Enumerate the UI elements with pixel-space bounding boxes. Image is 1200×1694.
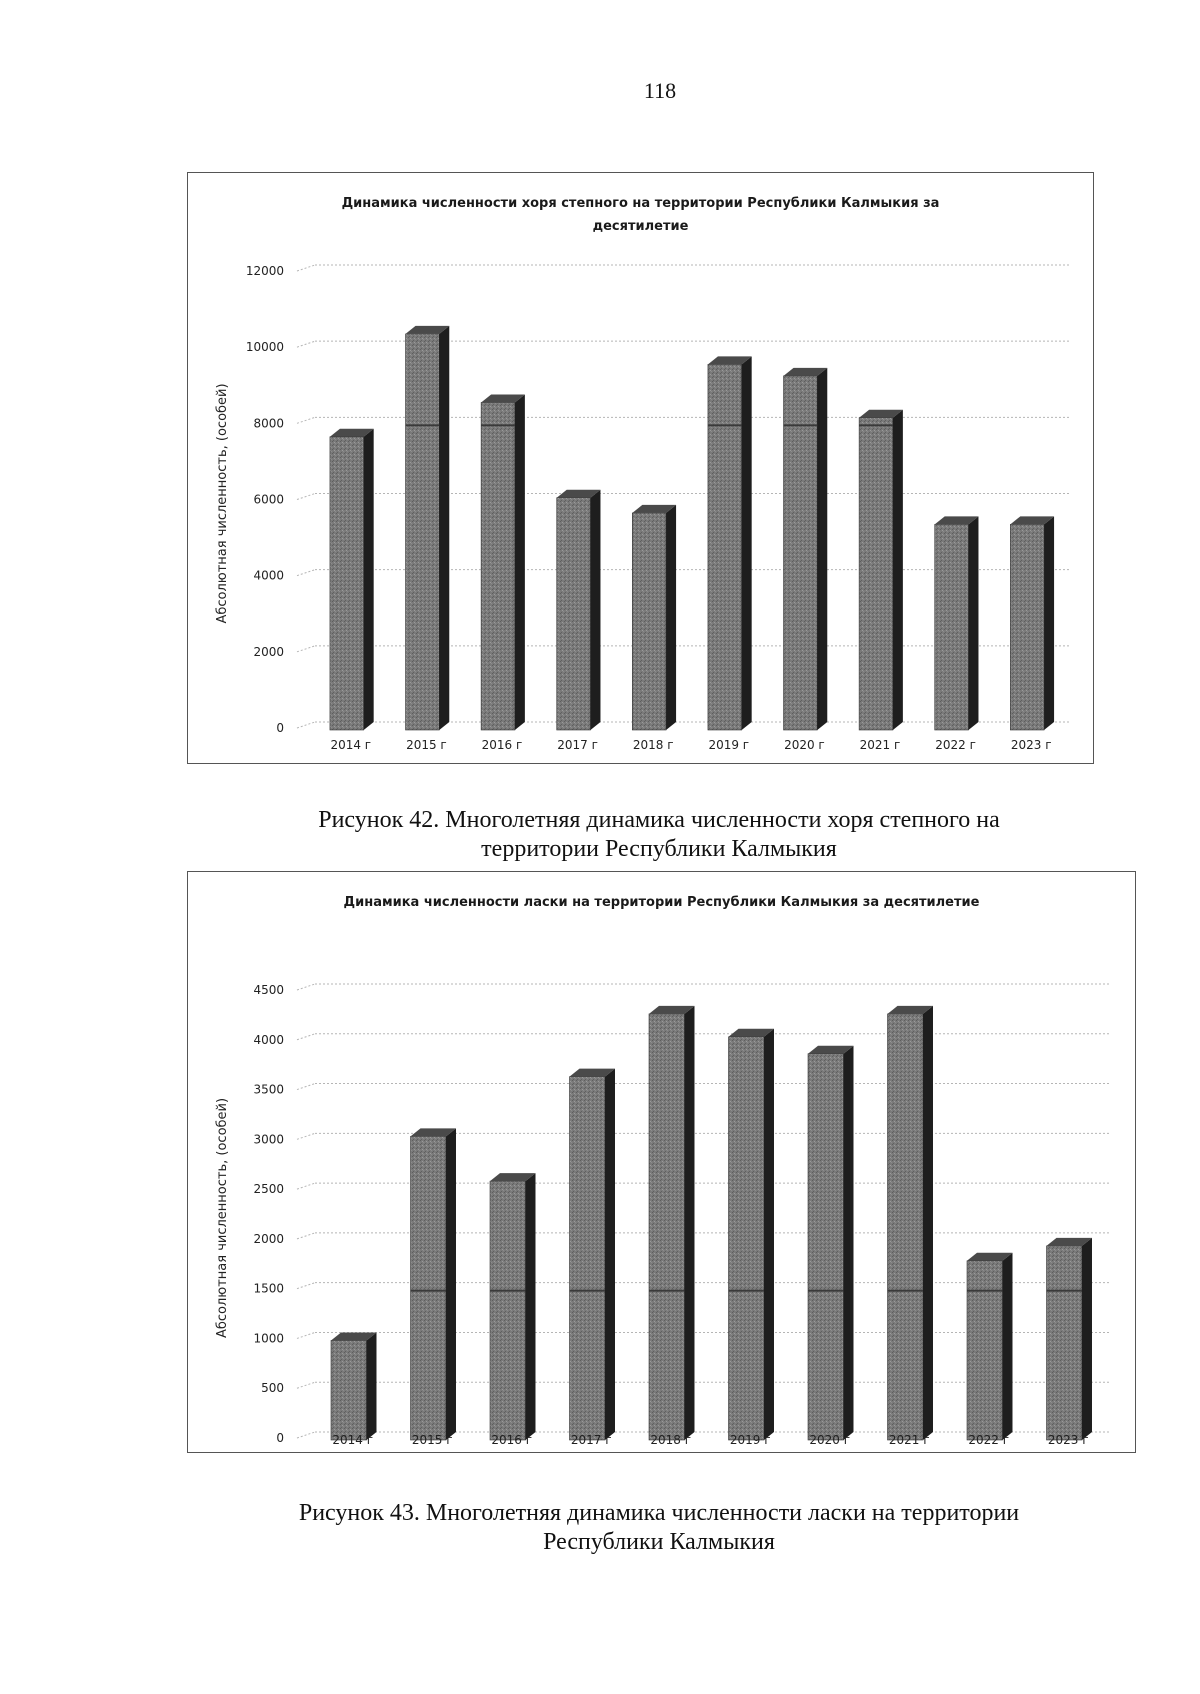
bar-side bbox=[439, 326, 449, 730]
bar-side bbox=[817, 368, 827, 730]
y-tick-label: 8000 bbox=[253, 416, 284, 431]
bar-side bbox=[764, 1029, 774, 1440]
y-tick-label: 4000 bbox=[253, 568, 284, 583]
figure-caption-42 bbox=[0, 806, 1200, 864]
x-tick-label: 2016 г bbox=[481, 738, 523, 752]
bar-front bbox=[649, 1014, 684, 1440]
y-tick-label: 2000 bbox=[253, 644, 284, 659]
gridline-perspective bbox=[297, 1133, 315, 1139]
bar-front bbox=[729, 1037, 764, 1440]
bar-front bbox=[967, 1261, 1002, 1440]
y-tick-label: 500 bbox=[261, 1381, 284, 1396]
gridline-perspective bbox=[297, 1034, 315, 1040]
y-tick-label: 10000 bbox=[245, 340, 284, 355]
x-tick-label: 2022 г bbox=[935, 738, 976, 752]
y-tick-label: 4000 bbox=[253, 1032, 284, 1047]
bar-front bbox=[784, 376, 818, 730]
y-tick-label: 2000 bbox=[253, 1231, 284, 1246]
gridline-perspective bbox=[297, 722, 315, 728]
x-tick-label: 2019 г bbox=[708, 738, 750, 752]
bar-side bbox=[923, 1006, 933, 1440]
bar bbox=[649, 1006, 694, 1440]
bar bbox=[411, 1128, 456, 1440]
chart-title-line: Динамика численности ласки на территории Республики Калмыкия за десятилетие bbox=[343, 895, 980, 910]
bar-side bbox=[684, 1006, 694, 1440]
y-axis-title: Абсолютная численность, (особей) bbox=[215, 383, 230, 624]
bar-side bbox=[893, 410, 903, 730]
bar-side bbox=[590, 490, 600, 730]
bar bbox=[1047, 1238, 1092, 1440]
y-tick-label: 4500 bbox=[253, 983, 284, 997]
bar-front bbox=[708, 364, 742, 730]
bar-side bbox=[742, 356, 752, 730]
x-tick-label: 2022 г bbox=[968, 1433, 1010, 1447]
bar-side bbox=[525, 1173, 535, 1440]
bar bbox=[708, 356, 752, 730]
gridline-perspective bbox=[297, 1332, 315, 1338]
x-tick-label: 2017 г bbox=[557, 738, 598, 752]
bar-side bbox=[1044, 516, 1054, 730]
x-tick-label: 2020 г bbox=[784, 738, 825, 752]
bar-front bbox=[411, 1136, 446, 1440]
caption-42-line-1: Рисунок 42. Многолетняя динамика численности хоря степного на bbox=[318, 807, 1000, 833]
bar-side bbox=[446, 1128, 456, 1440]
x-tick-label: 2019 г bbox=[729, 1433, 771, 1447]
bar-side bbox=[605, 1069, 615, 1440]
bar-front bbox=[330, 437, 364, 730]
y-tick-label: 0 bbox=[276, 721, 284, 735]
gridline-perspective bbox=[297, 1084, 315, 1090]
x-tick-label: 2021 г bbox=[859, 738, 901, 752]
bar bbox=[570, 1069, 615, 1440]
page-number: 118 bbox=[643, 78, 677, 103]
bar-side bbox=[1002, 1253, 1012, 1440]
x-tick-label: 2015 г bbox=[406, 738, 447, 752]
x-tick-label: 2018 г bbox=[632, 738, 674, 752]
x-tick-label: 2023 г bbox=[1010, 738, 1052, 752]
bar bbox=[557, 490, 601, 730]
gridline-perspective bbox=[297, 984, 315, 990]
bar bbox=[859, 410, 903, 730]
y-tick-label: 12000 bbox=[245, 264, 284, 278]
bar bbox=[632, 505, 676, 730]
bar bbox=[808, 1046, 853, 1440]
x-tick-label: 2017 г bbox=[570, 1433, 612, 1447]
bar-front bbox=[490, 1181, 525, 1440]
gridline-perspective bbox=[297, 1432, 315, 1438]
bar-front bbox=[406, 334, 440, 730]
x-tick-label: 2016 г bbox=[491, 1433, 533, 1447]
bar bbox=[490, 1173, 535, 1440]
bar-front bbox=[557, 498, 591, 730]
x-tick-label: 2021 г bbox=[888, 1433, 930, 1447]
x-tick-label: 2020 г bbox=[809, 1433, 851, 1447]
bar-front bbox=[859, 418, 893, 730]
bar-front bbox=[570, 1077, 605, 1440]
gridline-perspective bbox=[297, 341, 315, 347]
chart-title-line: десятилетие bbox=[592, 219, 689, 234]
bar-side bbox=[364, 429, 374, 730]
bar-side bbox=[515, 394, 525, 730]
x-tick-label: 2018 г bbox=[650, 1433, 692, 1447]
bar bbox=[330, 429, 374, 730]
gridline-perspective bbox=[297, 417, 315, 423]
bar bbox=[331, 1332, 376, 1440]
y-tick-label: 0 bbox=[276, 1431, 284, 1445]
chart-weasel bbox=[187, 871, 1136, 1453]
bar-side bbox=[843, 1046, 853, 1440]
y-tick-label: 2500 bbox=[253, 1182, 284, 1197]
y-axis-title: Абсолютная численность, (особей) bbox=[215, 1097, 230, 1339]
caption-43-line-2: Республики Калмыкия bbox=[543, 1529, 775, 1555]
bar bbox=[481, 394, 525, 730]
gridline-perspective bbox=[297, 265, 315, 271]
bar-front bbox=[935, 524, 969, 730]
gridline-perspective bbox=[297, 1283, 315, 1289]
gridline-perspective bbox=[297, 494, 315, 500]
y-tick-label: 3500 bbox=[253, 1082, 284, 1097]
bar-side bbox=[366, 1332, 376, 1440]
x-tick-label: 2023 г bbox=[1047, 1433, 1089, 1447]
y-tick-label: 3000 bbox=[253, 1132, 284, 1147]
bar bbox=[967, 1253, 1012, 1440]
bar-front bbox=[1047, 1246, 1082, 1440]
bar-front bbox=[888, 1014, 923, 1440]
bar bbox=[729, 1029, 774, 1440]
bar bbox=[935, 516, 979, 730]
gridline-perspective bbox=[297, 1382, 315, 1388]
gridline-perspective bbox=[297, 1233, 315, 1239]
figure-caption-43 bbox=[0, 1499, 1200, 1557]
bar-front bbox=[481, 402, 515, 730]
gridline-perspective bbox=[297, 1183, 315, 1189]
y-tick-label: 6000 bbox=[253, 492, 284, 507]
chart-ferret-svg bbox=[188, 173, 1093, 763]
bar-front bbox=[1010, 524, 1044, 730]
bar bbox=[888, 1006, 933, 1440]
gridline-perspective bbox=[297, 646, 315, 652]
bar-side bbox=[1082, 1238, 1092, 1440]
x-tick-label: 2015 г bbox=[411, 1433, 453, 1447]
y-tick-label: 1000 bbox=[253, 1331, 284, 1346]
bar-front bbox=[808, 1054, 843, 1440]
chart-title-line: Динамика численности хоря степного на территории Республики Калмыкия за bbox=[341, 196, 940, 211]
x-tick-label: 2014 г bbox=[332, 1433, 374, 1447]
bar-front bbox=[331, 1340, 366, 1440]
bar-side bbox=[666, 505, 676, 730]
gridline-perspective bbox=[297, 570, 315, 576]
bar bbox=[784, 368, 828, 730]
bar bbox=[1010, 516, 1054, 730]
bar-front bbox=[632, 513, 666, 730]
caption-42-line-2: территории Республики Калмыкия bbox=[481, 836, 837, 862]
chart-ferret bbox=[187, 172, 1094, 764]
chart-weasel-svg bbox=[188, 872, 1135, 1452]
bar bbox=[406, 326, 450, 730]
x-tick-label: 2014 г bbox=[330, 738, 372, 752]
y-tick-label: 1500 bbox=[253, 1281, 284, 1296]
caption-43-line-1: Рисунок 43. Многолетняя динамика численности ласки на территории bbox=[298, 1500, 1020, 1526]
bar-side bbox=[968, 516, 978, 730]
